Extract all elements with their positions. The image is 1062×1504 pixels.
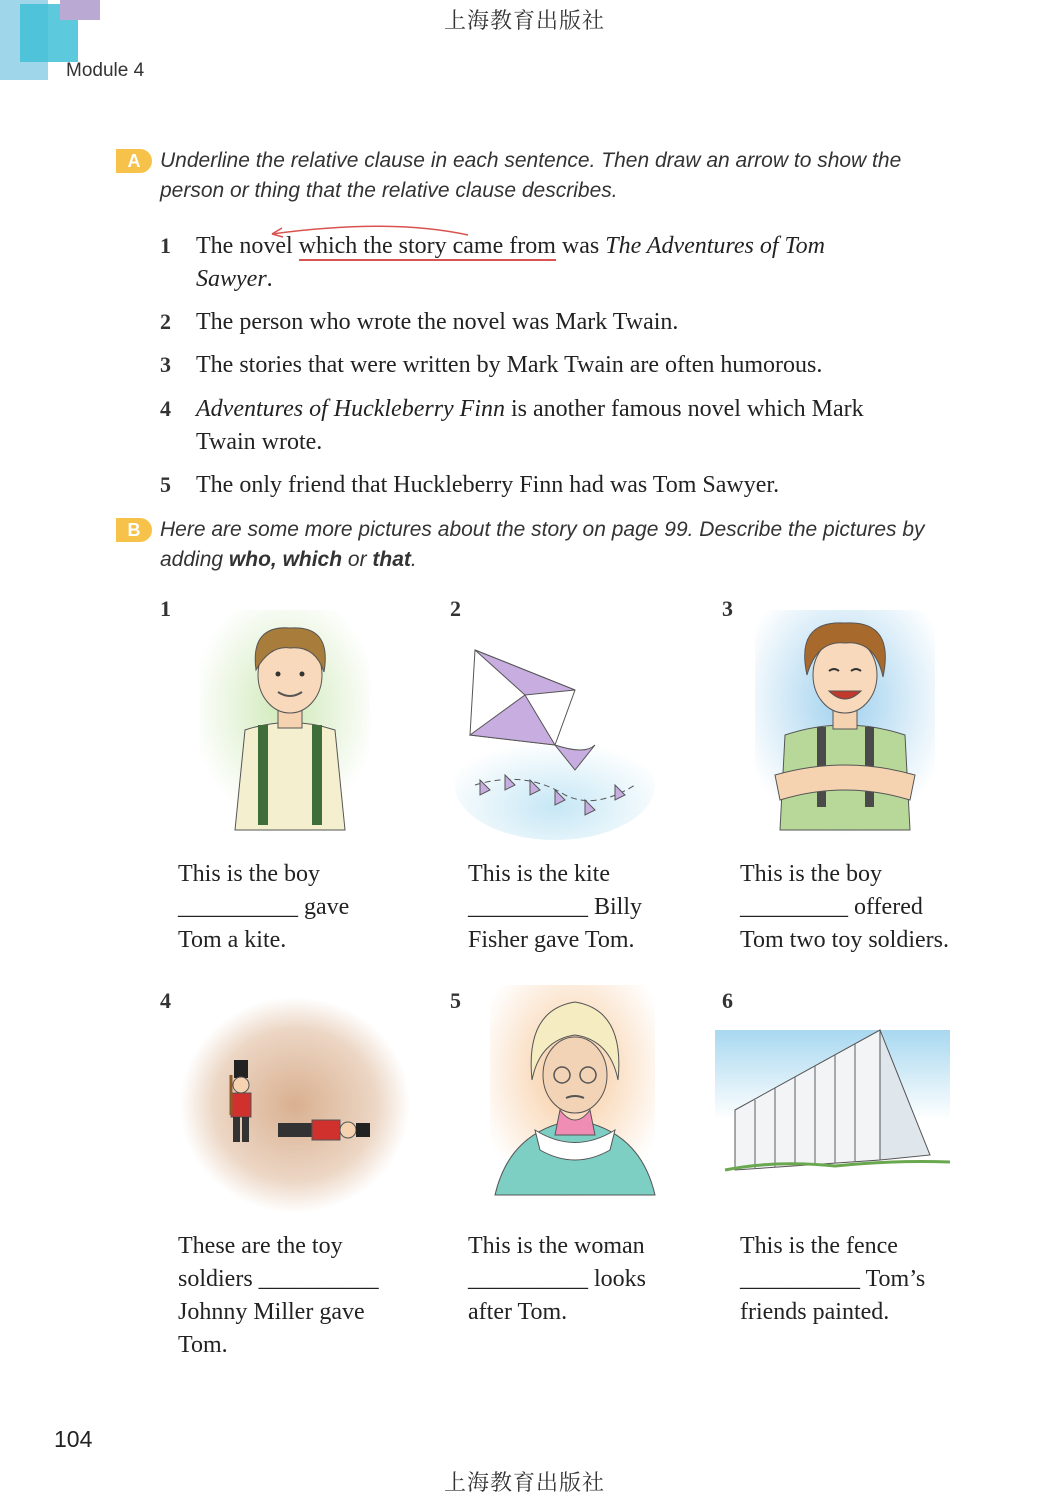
section-b-badge: B <box>116 518 152 542</box>
caption-line: Tom a kite. <box>178 927 287 953</box>
picture-number: 6 <box>722 988 733 1013</box>
fence-illustration-icon <box>715 1020 955 1180</box>
caption-line: __________ Billy <box>468 894 643 920</box>
caption-line: This is the boy <box>740 861 882 887</box>
sentence-1 <box>196 230 976 296</box>
picture-number: 5 <box>450 988 461 1013</box>
caption-line: Fisher gave Tom. <box>468 927 635 953</box>
section-a-instruction <box>160 146 980 206</box>
header-publisher: 上海教育出版社 <box>444 9 606 34</box>
picture-caption-6 <box>740 1230 1000 1329</box>
picture-number: 4 <box>160 988 171 1013</box>
module-label: Module 4 <box>66 60 145 81</box>
sentence-text: Twain wrote. <box>196 429 323 455</box>
keyword: who, which <box>228 548 343 571</box>
page-number: 104 <box>54 1426 93 1452</box>
caption-line: This is the boy <box>178 861 320 887</box>
instruction-line: person or thing that the relative clause describes. <box>160 179 618 202</box>
caption-line: This is the kite <box>468 861 610 887</box>
picture-number: 3 <box>722 596 733 621</box>
picture-caption-3 <box>740 858 1040 957</box>
item-number: 3 <box>160 352 171 377</box>
picture-caption-1 <box>178 858 438 957</box>
caption-line: after Tom. <box>468 1299 568 1325</box>
caption-line: This is the fence <box>740 1233 898 1259</box>
boy-illustration-icon <box>190 600 390 840</box>
sentence-text: The novel <box>196 233 299 259</box>
picture-number: 1 <box>160 596 171 621</box>
item-number: 4 <box>160 396 171 421</box>
sentence-3: The stories that were written by Mark Twain are often humorous. <box>196 352 823 378</box>
sentence-text: is another famous novel which Mark <box>505 396 864 422</box>
instruction-line <box>160 545 980 575</box>
novel-title: Sawyer <box>196 266 267 292</box>
old-woman-illustration-icon <box>480 980 670 1205</box>
item-number: 5 <box>160 472 171 497</box>
laughing-boy-illustration-icon <box>745 605 945 845</box>
item-number: 2 <box>160 309 171 334</box>
keyword: that <box>372 548 411 571</box>
novel-title: Adventures of Huckleberry Finn <box>196 396 506 422</box>
picture-number: 2 <box>450 596 461 621</box>
section-b-instruction <box>160 515 980 575</box>
toy-soldiers-illustration-icon <box>178 995 413 1215</box>
footer-publisher: 上海教育出版社 <box>444 1471 606 1496</box>
caption-line: This is the woman <box>468 1233 645 1259</box>
caption-line: __________ Tom’s <box>740 1266 926 1292</box>
caption-line: __________ looks <box>468 1266 647 1292</box>
corner-decoration <box>60 0 100 20</box>
caption-line: Johnny Miller gave <box>178 1299 365 1325</box>
caption-line: _________ offered <box>740 894 923 920</box>
sentence-text: . <box>266 266 273 292</box>
picture-caption-2 <box>468 858 728 957</box>
novel-title: The Adventures of Tom <box>605 233 826 259</box>
caption-line: These are the toy <box>178 1233 343 1259</box>
caption-line: soldiers __________ <box>178 1266 379 1292</box>
instruction-line: Here are some more pictures about the story on page 99. Describe the pictures by <box>160 518 925 541</box>
item-number: 1 <box>160 233 171 258</box>
instruction-text: . <box>410 548 417 571</box>
caption-line: friends painted. <box>740 1299 890 1325</box>
relative-clause-underlined: which the story came from <box>298 233 556 259</box>
caption-line: __________ gave <box>178 894 350 920</box>
caption-line: Tom two toy soldiers. <box>740 927 949 953</box>
sentence-2: The person who wrote the novel was Mark Twain. <box>196 309 679 335</box>
instruction-text: or <box>342 548 373 571</box>
sentence-5: The only friend that Huckleberry Finn had was Tom Sawyer. <box>196 472 780 498</box>
sentence-4 <box>196 393 976 459</box>
instruction-text: adding <box>160 548 229 571</box>
sentence-text: was <box>555 233 606 259</box>
picture-caption-4 <box>178 1230 438 1362</box>
section-a-badge: A <box>116 149 152 173</box>
picture-caption-5 <box>468 1230 728 1329</box>
instruction-line: Underline the relative clause in each sentence. Then draw an arrow to show the <box>160 149 902 172</box>
caption-line: Tom. <box>178 1332 228 1358</box>
kite-illustration-icon <box>445 635 655 845</box>
